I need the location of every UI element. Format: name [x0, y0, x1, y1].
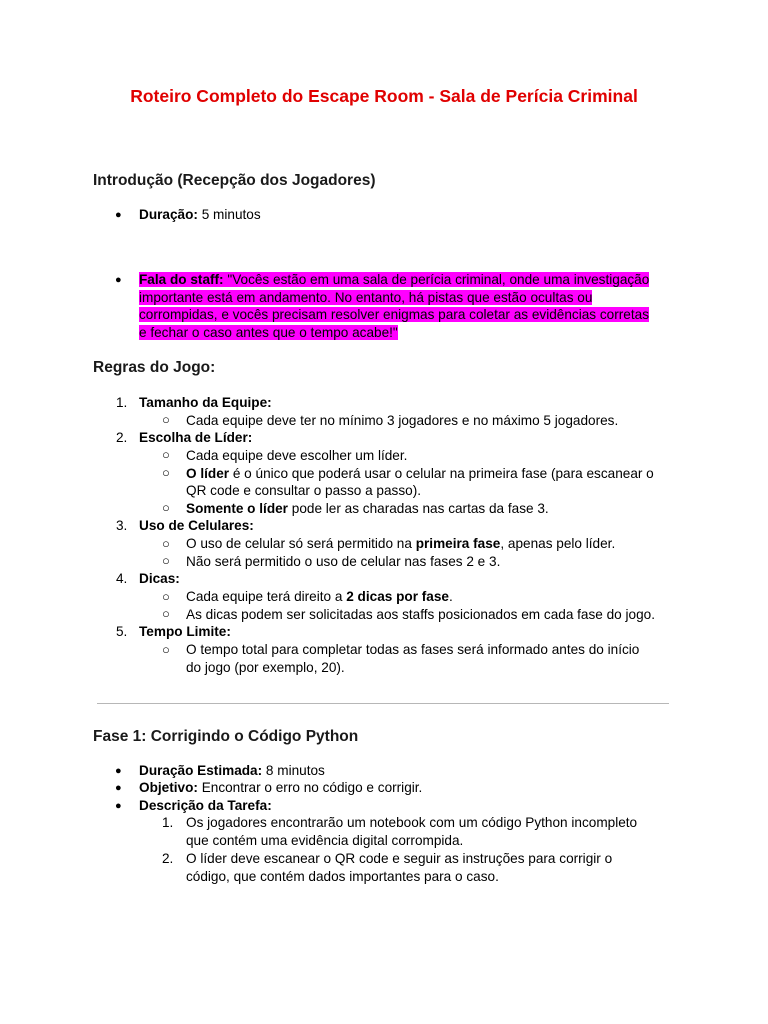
rule-sub: O tempo total para completar todas as fases será informado antes do início: [186, 642, 640, 657]
intro-fala-text: corrompidas, e vocês precisam resolver enigmas para coletar as evidências corretas: [139, 307, 649, 322]
intro-duracao: [139, 206, 261, 224]
list-number: 2.: [116, 430, 128, 445]
circle-bullet-icon: ○: [162, 606, 170, 621]
fase1-duracao: Duração Estimada: 8 minutos: [139, 763, 325, 778]
rule-sub: QR code e consultar o passo a passo).: [186, 483, 421, 498]
fase1-step-line: que contém uma evidência digital corrompida.: [186, 833, 464, 848]
intro-fala-text: importante está em andamento. No entanto, há pistas que estão ocultas ou: [139, 290, 593, 305]
intro-fala-label: Fala do staff:: [139, 272, 224, 287]
rule-sub: O uso de celular só será permitido na primeira fase, apenas pelo líder.: [186, 536, 616, 551]
circle-bullet-icon: ○: [162, 642, 170, 657]
circle-bullet-icon: ○: [162, 412, 170, 427]
list-number: 4.: [116, 571, 128, 586]
rule-sub: O líder é o único que poderá usar o celular na primeira fase (para escanear o: [186, 466, 654, 481]
intro-fala-line: [139, 271, 649, 289]
list-number: 3.: [116, 518, 128, 533]
intro-fala-text: "Vocês estão em uma sala de perícia criminal, onde uma investigação: [223, 272, 650, 287]
regras-heading: Regras do Jogo:: [93, 359, 216, 376]
fase1-step-line: O líder deve escanear o QR code e seguir as instruções para corrigir o: [186, 851, 613, 866]
fase1-step-line: código, que contém dados importantes para o caso.: [186, 869, 499, 884]
rule-sub: do jogo (por exemplo, 20).: [186, 660, 345, 675]
bullet-icon: ●: [115, 274, 122, 286]
intro-fala-line: [139, 324, 398, 342]
rule-sub: Cada equipe terá direito a 2 dicas por fase.: [186, 589, 453, 604]
circle-bullet-icon: ○: [162, 536, 170, 551]
intro-duracao-label: Duração:: [139, 207, 198, 222]
intro-duracao-value: 5 minutos: [197, 207, 261, 222]
circle-bullet-icon: ○: [162, 553, 170, 568]
document-title: Roteiro Completo do Escape Room - Sala de Perícia Criminal: [130, 86, 638, 106]
list-number: 1.: [116, 395, 128, 410]
list-number: 2.: [162, 851, 174, 866]
list-number: 5.: [116, 624, 128, 639]
bullet-icon: ●: [115, 209, 122, 221]
rule-title: Tempo Limite:: [139, 624, 231, 639]
rule-title: Escolha de Líder:: [139, 430, 253, 445]
intro-heading: Introdução (Recepção dos Jogadores): [93, 172, 376, 189]
circle-bullet-icon: ○: [162, 589, 170, 604]
bullet-icon: ●: [115, 765, 122, 777]
fase1-descricao: Descrição da Tarefa:: [139, 798, 272, 813]
horizontal-divider: [97, 703, 669, 704]
rule-sub: Cada equipe deve escolher um líder.: [186, 448, 408, 463]
rule-sub: Cada equipe deve ter no mínimo 3 jogadores e no máximo 5 jogadores.: [186, 413, 619, 428]
rule-title: Tamanho da Equipe:: [139, 395, 272, 410]
intro-fala-line: [139, 289, 592, 307]
rule-title: Uso de Celulares:: [139, 518, 254, 533]
bullet-icon: ●: [115, 800, 122, 812]
fase1-objetivo: Objetivo: Encontrar o erro no código e corrigir.: [139, 780, 423, 795]
list-number: 1.: [162, 815, 174, 830]
circle-bullet-icon: ○: [162, 500, 170, 515]
rule-title: Dicas:: [139, 571, 180, 586]
circle-bullet-icon: ○: [162, 447, 170, 462]
rule-sub: Somente o líder pode ler as charadas nas cartas da fase 3.: [186, 501, 549, 516]
intro-fala-line: [139, 306, 649, 324]
bullet-icon: ●: [115, 782, 122, 794]
rule-sub: Não será permitido o uso de celular nas fases 2 e 3.: [186, 554, 501, 569]
circle-bullet-icon: ○: [162, 465, 170, 480]
fase1-heading: Fase 1: Corrigindo o Código Python: [93, 728, 359, 745]
rule-sub: As dicas podem ser solicitadas aos staffs posicionados em cada fase do jogo.: [186, 607, 655, 622]
intro-fala-text: e fechar o caso antes que o tempo acabe!": [139, 325, 398, 340]
fase1-step-line: Os jogadores encontrarão um notebook com um código Python incompleto: [186, 815, 638, 830]
